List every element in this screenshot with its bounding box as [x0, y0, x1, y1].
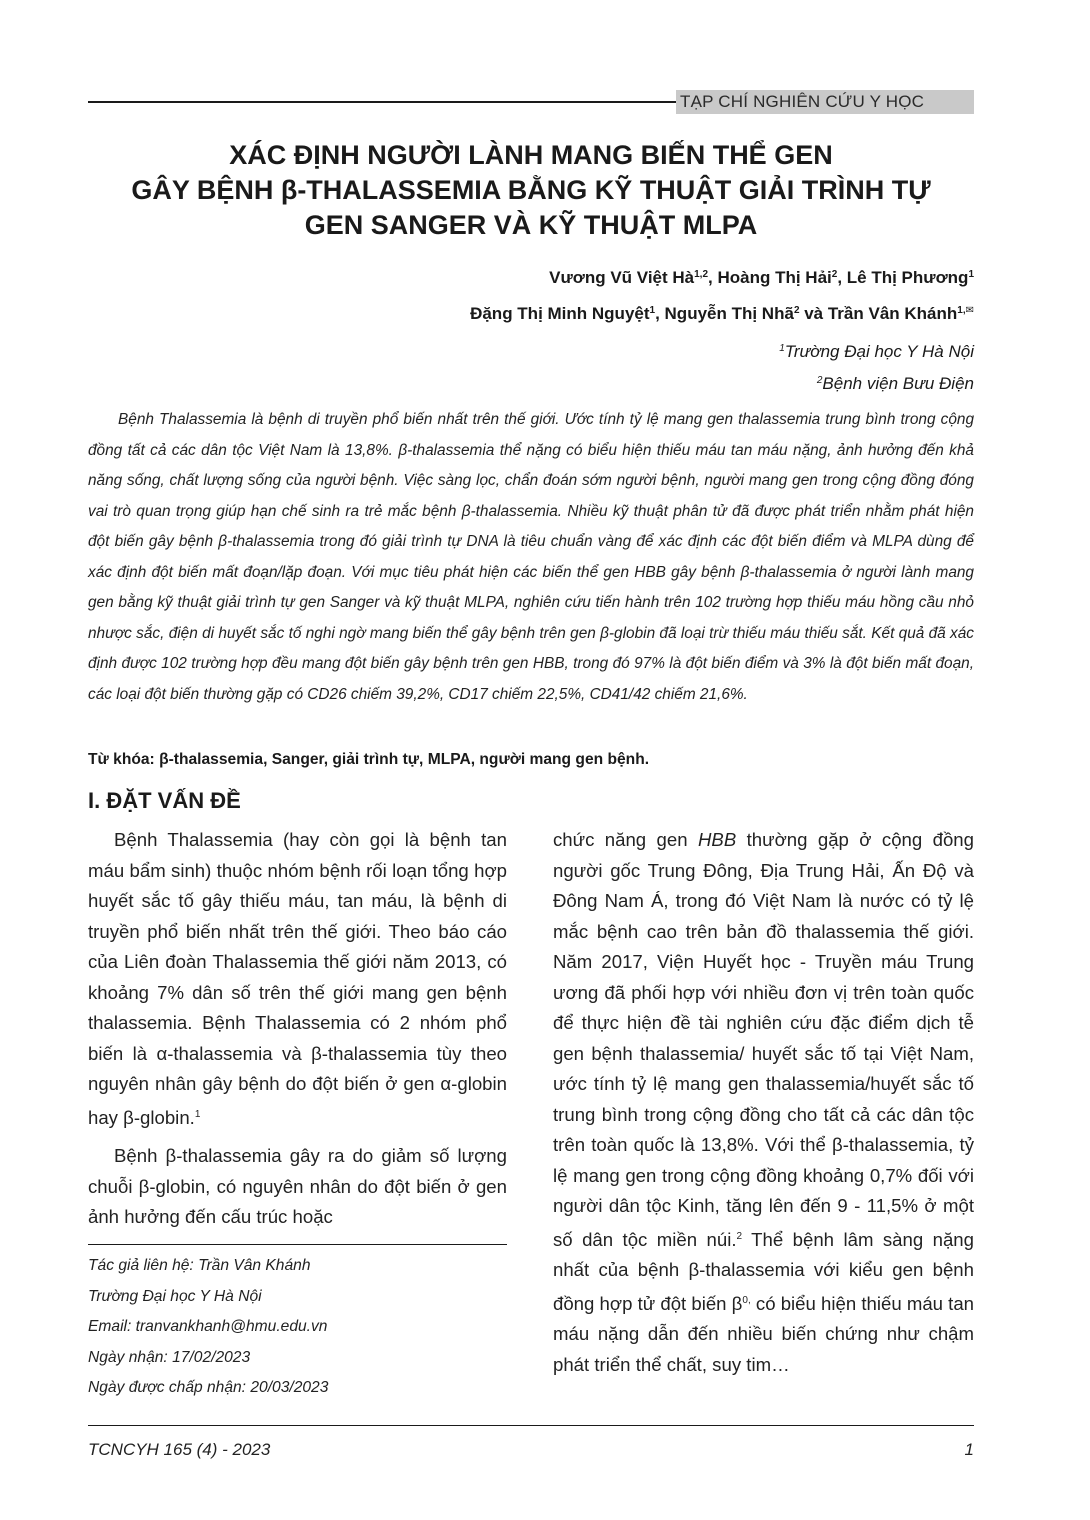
keywords: Từ khóa: β-thalassemia, Sanger, giải trình tự, MLPA, người mang gen bệnh. — [88, 751, 650, 768]
journal-name: TẠP CHÍ NGHIÊN CỨU Y HỌC — [676, 90, 974, 114]
author-name: Lê Thị Phương — [846, 268, 969, 287]
footnote-accepted: Ngày được chấp nhận: 20/03/2023 — [88, 1379, 329, 1397]
author-affiliation-mark: 2 — [831, 269, 838, 280]
author-separator: và — [799, 304, 828, 323]
affiliation-1 — [779, 334, 974, 366]
author-affiliation-mark: 1,2 — [694, 269, 709, 280]
paragraph — [88, 825, 507, 1133]
gene-name: HBB — [698, 829, 737, 850]
body-column-left — [88, 825, 507, 1233]
author-name: Trần Vân Khánh — [827, 304, 958, 323]
reference-mark: 1 — [194, 1108, 201, 1120]
title-line-3: GEN SANGER VÀ KỸ THUẬT MLPA — [304, 210, 758, 240]
footnote-email: Email: tranvankhanh@hmu.edu.vn — [88, 1318, 328, 1336]
affiliation-list — [779, 334, 974, 398]
author-separator: , — [655, 304, 665, 323]
footer-citation: TCNCYH 165 (4) - 2023 — [88, 1440, 271, 1459]
author-separator: , — [837, 268, 847, 287]
affiliation-2 — [779, 366, 974, 398]
author-affiliation-mark: 1,✉ — [957, 305, 974, 316]
title-line-1: XÁC ĐỊNH NGƯỜI LÀNH MANG BIẾN THỂ GEN — [229, 140, 833, 170]
paragraph-text: thường gặp ở cộng đồng người gốc Trung Đông, Địa Trung Hải, Ấn Độ và Đông Nam Á, trong đó Việt Nam là nước có tỷ lệ mắc bệnh cao trên bản đồ thalassemia thế giới. Năm 2017, Viện Huyết học - Truyền máu Trung ương đã phối hợp với nhiều đơn vị trên toàn quốc để thực hiện đề tài nghiên cứu đặc điểm dịch tễ gen bệnh thalassemia/ huyết sắc tố tại Việt Nam, ước tính tỷ lệ mang gen thalassemia/huyết sắc tố trung bình trong cộng đồng cho tất cả các dân tộc trên toàn quốc là 13,8%. Với thể β-thalassemia, tỷ lệ mang gen trong cộng đồng khoảng 0,7% đối với người dân tộc Kinh, tăng lên đến 9 - 11,5% ở một số dân tộc miền núi. — [553, 829, 974, 1250]
footnote-rule — [88, 1244, 507, 1245]
correspondence-footnote — [88, 1251, 507, 1404]
paragraph-text: có biểu hiện thiếu máu tan máu nặng dẫn đến nhiều biến chứng như chậm phát triển thể chất, suy tim… — [553, 1292, 975, 1375]
footnote-received: Ngày nhận: 17/02/2023 — [88, 1348, 251, 1366]
author-line-2 — [470, 294, 974, 330]
section-heading: I. ĐẶT VẤN ĐỀ — [88, 788, 241, 813]
author-name: Hoàng Thị Hải — [717, 268, 832, 287]
footer-rule — [88, 1425, 974, 1426]
title-line-2: GÂY BỆNH β-THALASSEMIA BẰNG KỸ THUẬT GIẢI TRÌNH TỰ — [131, 175, 931, 205]
superscript: 0, — [742, 1294, 751, 1306]
author-affiliation-mark: 2 — [793, 305, 800, 316]
paragraph: Bệnh β-thalassemia gây ra do giảm số lượng chuỗi β-globin, có nguyên nhân do đột biến ở gen ảnh hưởng đến cấu trúc hoặc — [88, 1145, 507, 1227]
author-name: Vương Vũ Việt Hà — [549, 268, 695, 287]
footnote-institution: Trường Đại học Y Hà Nội — [88, 1287, 262, 1305]
author-separator: , — [708, 268, 718, 287]
reference-mark: 2 — [736, 1230, 743, 1242]
author-affiliation-mark: 1 — [968, 269, 974, 280]
affiliation-mark: 2 — [816, 375, 823, 386]
author-name: Nguyễn Thị Nhã — [664, 304, 794, 323]
author-affiliation-mark: 1 — [649, 305, 656, 316]
affiliation-name: Bệnh viện Bưu Điện — [822, 374, 974, 393]
header-rule — [88, 101, 678, 103]
author-line-1 — [470, 258, 974, 294]
paragraph-text: chức năng gen — [553, 829, 698, 850]
paragraph-text: Bệnh Thalassemia (hay còn gọi là bệnh tan máu bẩm sinh) thuộc nhóm bệnh rối loạn tổng hợp huyết sắc tố gây thiếu máu, tan máu, là bệnh di truyền phổ biến nhất trên thế giới. Theo báo cáo của Liên đoàn Thalassemia thế giới năm 2013, có khoảng 7% dân số trên thế giới mang gen bệnh thalassemia. Bệnh Thalassemia có 2 nhóm phổ biến là α-thalassemia và β-thalassemia tùy theo nguyên nhân gây bệnh do đột biến ở gen α-globin hay β-globin. — [88, 829, 507, 1128]
affiliation-name: Trường Đại học Y Hà Nội — [784, 342, 974, 361]
paragraph-text: Thể bệnh lâm sàng nặng nhất của bệnh β-thalassemia với kiểu gen bệnh đồng hợp tử đột biến β — [553, 1228, 974, 1314]
affiliation-mark: 1 — [779, 343, 785, 354]
author-name: Đặng Thị Minh Nguyệt — [470, 304, 650, 323]
article-title — [88, 138, 974, 243]
author-list — [470, 258, 974, 330]
footnote-contact: Tác giả liên hệ: Trần Vân Khánh — [88, 1257, 311, 1274]
body-column-right — [553, 825, 974, 1380]
paragraph — [553, 825, 974, 1380]
abstract: Bệnh Thalassemia là bệnh di truyền phổ biến nhất trên thế giới. Ước tính tỷ lệ mang gen thalassemia trung bình trong cộng đồng tất cả các dân tộc Việt Nam là 13,8%. β-thalassemia thể nặng có biểu hiện thiếu máu tan máu nặng, ảnh hưởng đến khả năng sống, chất lượng sống của người bệnh. Việc sàng lọc, chẩn đoán sớm người bệnh, người mang gen trong cộng đồng đóng vai trò quan trọng giúp hạn chế sinh ra trẻ mắc bệnh β-thalassemia. Nhiều kỹ thuật phân tử đã được phát triển nhằm phát hiện đột biến gây bệnh β-thalassemia trong đó giải trình tự DNA là tiêu chuẩn vàng để xác định các đột biến điểm và MLPA dùng để xác định đột biến mất đoạn/lặp đoạn. Với mục tiêu phát hiện các biến thể gen HBB gây bệnh β-thalassemia ở người lành mang gen bằng kỹ thuật giải trình tự gen Sanger và kỹ thuật MLPA, nghiên cứu tiến hành trên 102 trường hợp thiếu máu hồng cầu nhỏ nhược sắc, điện di huyết sắc tố nghi ngờ mang biến thể gây bệnh trên gen β-globin đã loại trừ thiếu máu thiếu sắt. Kết quả đã xác định được 102 trường hợp đều mang đột biến gây bệnh trên gen HBB, trong đó 97% là đột biến điểm và 3% là đột biến mất đoạn, các loại đột biến thường gặp có CD26 chiếm 39,2%, CD17 chiếm 22,5%, CD41/42 chiếm 21,6%. — [88, 411, 974, 703]
page-number: 1 — [964, 1440, 974, 1459]
